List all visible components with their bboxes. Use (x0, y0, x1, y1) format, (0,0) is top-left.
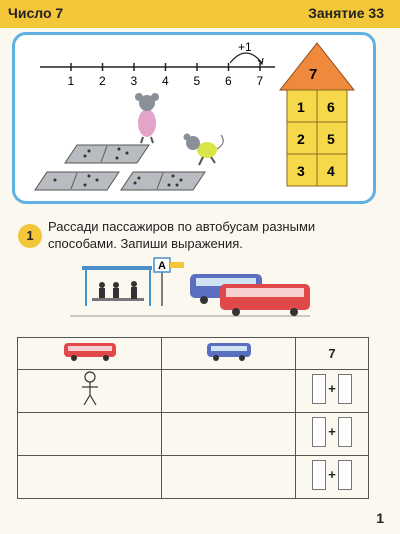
number-line-tick-label: 3 (130, 74, 138, 88)
illustration (15, 35, 373, 201)
expression-cell (296, 456, 369, 499)
answer-table (17, 337, 369, 499)
number-line-tick-label: 2 (99, 74, 106, 88)
table-header-row (18, 338, 369, 370)
table-row (18, 413, 369, 456)
bus-stop-letter: A (158, 260, 166, 272)
mouse-standing-icon (135, 93, 159, 143)
number-line-tick-label: 4 (162, 74, 169, 88)
task-number-badge: 1 (18, 224, 42, 248)
floor-2-right: 5 (327, 131, 335, 147)
number-line (40, 40, 275, 88)
addend-box[interactable] (312, 374, 326, 404)
jump-label: +1 (238, 40, 252, 54)
domino-tiles (35, 145, 205, 190)
waiting-passengers-icon (99, 281, 137, 299)
topic-title: Число 7 (8, 5, 64, 21)
floor-2-left: 2 (297, 131, 305, 147)
number-line-tick-label: 5 (193, 74, 201, 88)
floor-1-right: 6 (327, 99, 335, 115)
jump-arc (230, 53, 262, 63)
page-number: 1 (376, 510, 384, 526)
number-line-tick-label: 7 (256, 74, 264, 88)
table-row (18, 456, 369, 499)
red-bus-column-header (18, 338, 162, 370)
number-house (280, 43, 354, 186)
domino-1 (65, 145, 149, 163)
plus-sign: + (328, 424, 336, 439)
red-bus-icon (62, 340, 118, 362)
blue-bus-column-header (162, 338, 296, 370)
sum-column-header: 7 (296, 338, 369, 370)
lesson-number: Занятие 33 (308, 5, 384, 21)
red-bus-icon (220, 284, 310, 316)
roof-number: 7 (309, 66, 318, 83)
blue-bus-cell[interactable] (162, 456, 296, 499)
red-bus-cell[interactable] (18, 370, 162, 413)
expression-cell (296, 370, 369, 413)
blue-bus-icon (205, 340, 253, 362)
floor-3-right: 4 (327, 163, 335, 179)
addend-box[interactable] (338, 374, 352, 404)
expression-cell (296, 413, 369, 456)
number-line-tick-label: 1 (67, 74, 75, 88)
mouse-walking-icon (184, 134, 224, 166)
table-row (18, 370, 369, 413)
shelter-roof (82, 266, 152, 270)
addend-box[interactable] (338, 460, 352, 490)
red-bus-cell[interactable] (18, 456, 162, 499)
blue-bus-cell[interactable] (162, 370, 296, 413)
addend-box[interactable] (312, 460, 326, 490)
bus-stop-scene (70, 254, 320, 326)
passenger-stick-figure-icon (80, 371, 100, 407)
floor-3-left: 3 (297, 163, 305, 179)
floor-1-left: 1 (297, 99, 305, 115)
plus-sign: + (328, 467, 336, 482)
domino-2 (35, 172, 119, 190)
blue-bus-cell[interactable] (162, 413, 296, 456)
addend-box[interactable] (312, 417, 326, 447)
illustration-panel (12, 32, 376, 204)
plus-sign: + (328, 381, 336, 396)
number-line-tick-label: 6 (225, 74, 232, 88)
addend-box[interactable] (338, 417, 352, 447)
page-header (0, 0, 400, 28)
task-instruction: Рассади пассажиров по автобусам разными способами. Запиши выражения. (48, 219, 316, 251)
domino-3 (121, 172, 205, 190)
red-bus-cell[interactable] (18, 413, 162, 456)
